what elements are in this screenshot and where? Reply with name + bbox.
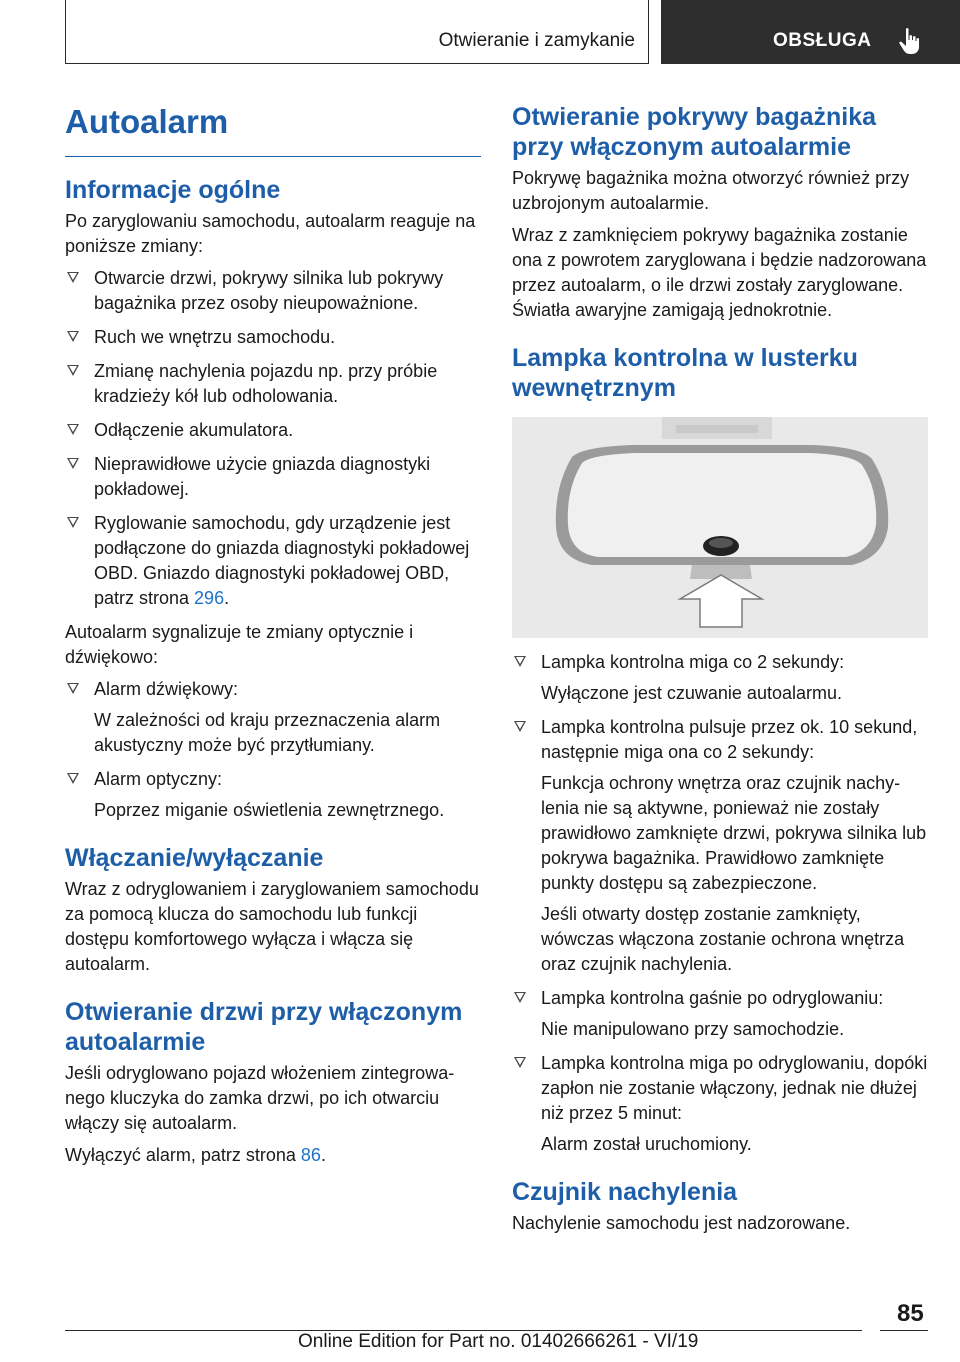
- left-column: [65, 100, 481, 1175]
- header-rule-bottom: [65, 63, 649, 64]
- heading-on-off: Włączanie/wyłączanie: [65, 844, 324, 872]
- open-doors-text: Jeśli odryglowano pojazd włożeniem zintegrowanego kluczyka do zamka drzwi, po ich otwarciu włączy się autoalarm.: [65, 1063, 455, 1133]
- list-item: Lampka kontrolna miga co 2 sekundy: Wyłączone jest czuwanie autoalarmu.: [512, 650, 928, 706]
- header-chapter-tab[interactable]: [661, 0, 960, 64]
- header-chapter-label: OBSŁUGA: [773, 30, 872, 51]
- bullet-triangle-icon: [67, 424, 79, 435]
- list-item: Lampka kontrolna miga po odryglowaniu, dopóki zapłon nie zostanie włączony, jednak nie dłużej niż przez 5 minut: Alarm został uruchomiony.: [512, 1051, 928, 1157]
- list-item: Odłączenie akumulatora.: [65, 418, 481, 443]
- bullet-triangle-icon: [67, 773, 79, 784]
- bullet-triangle-icon: [514, 656, 526, 667]
- bullet-triangle-icon: [67, 517, 79, 528]
- tilt-sensor-text: Nachylenie samochodu jest nadzorowane.: [512, 1213, 851, 1233]
- header-section-title: Otwieranie i zamykanie: [438, 30, 635, 51]
- footer-rule-right: [880, 1330, 928, 1331]
- header-rule-mid: [648, 0, 649, 64]
- list-item: Otwarcie drzwi, pokrywy silnika lub pokrywy bagażnika przez osoby nieupoważnione.: [65, 266, 481, 316]
- list-item: Ruch we wnętrzu samochodu.: [65, 325, 481, 350]
- general-intro: Po zaryglowaniu samochodu, autoalarm reaguje na poniższe zmiany:: [65, 211, 476, 256]
- list-item: Alarm optyczny: Poprzez miganie oświetlenia zewnętrznego.: [65, 767, 481, 823]
- indicator-list: [512, 650, 928, 1157]
- trunk-text-1: Pokrywę bagażnika można otworzyć również przy uzbrojonym autoalarmie.: [512, 168, 910, 213]
- disable-alarm-text: Wyłączyć alarm, patrz strona 86.: [65, 1145, 326, 1165]
- alarm-list: [65, 677, 481, 823]
- heading-general-info: Informacje ogólne: [65, 176, 281, 204]
- list-item: Lampka kontrolna gaśnie po odryglowaniu: Nie manipulowano przy samochodzie.: [512, 986, 928, 1042]
- page-link-86[interactable]: 86: [300, 1145, 321, 1165]
- heading-tilt-sensor: Czujnik nachylenia: [512, 1178, 738, 1206]
- heading-indicator-lamp: Lampka kontrolna w lusterku wewnętrznym: [512, 344, 858, 402]
- header-rule-left: [65, 0, 66, 64]
- list-item: Alarm dźwiękowy: W zależności od kraju przeznaczenia alarm akustyczny może być przytłumiany.: [65, 677, 481, 758]
- reaction-list: [65, 266, 481, 611]
- heading-trunk-open: Otwieranie pokrywy bagażnika przy włączonym autoalarmie: [512, 103, 877, 161]
- page-number: 85: [897, 1300, 924, 1327]
- heading-open-doors: Otwieranie drzwi przy włączonym autoalarmie: [65, 998, 463, 1056]
- list-item: Zmianę nachylenia pojazdu np. przy próbie kradzieży kół lub odholowania.: [65, 359, 481, 409]
- bullet-triangle-icon: [67, 272, 79, 283]
- on-off-text: Wraz z odryglowaniem i zaryglowaniem samochodu za pomocą klucza do samochodu lub funkcji dostępu komfortowego wyłącza i włącza się autoalarm.: [65, 879, 479, 974]
- bullet-triangle-icon: [67, 365, 79, 376]
- page-link-296[interactable]: 296: [194, 588, 225, 608]
- page-title: Autoalarm: [65, 100, 481, 157]
- list-item: Ryglowanie samochodu, gdy urządzenie jest podłączone do gniazda diagnostyki pokładowej OBD. Gniazdo diagnostyki pokładowej OBD, patrz strona 296.: [65, 511, 481, 611]
- list-item: Nieprawidłowe użycie gniazda diagnostyki pokładowej.: [65, 452, 481, 502]
- bullet-triangle-icon: [514, 1057, 526, 1068]
- signal-text: Autoalarm sygnalizuje te zmiany optycznie i dźwiękowo:: [65, 622, 414, 667]
- bullet-triangle-icon: [514, 992, 526, 1003]
- footer-edition: Online Edition for Part no. 01402666261 - VI/19: [298, 1331, 699, 1352]
- trunk-text-2: Wraz z zamknięciem pokrywy bagażnika zostanie ona z powrotem zaryglowana i będzie nadzorowana przez autoalarm, o ile drzwi zostały zaryglowane. Światła awaryjne zamigają jednokrotnie.: [512, 225, 927, 320]
- bullet-triangle-icon: [514, 721, 526, 732]
- bullet-triangle-icon: [67, 683, 79, 694]
- list-item: Lampka kontrolna pulsuje przez ok. 10 sekund, następnie miga ona co 2 sekundy: Funkcja ochrony wnętrza oraz czujnik nachylenia nie są aktywne, ponieważ nie zostały prawidłowo zamknięte drzwi, pokrywa silnika lub pokrywa bagażnika. Prawidłowo zamknięte punkty dostępu są zabezpieczone. Jeśli otwarty dostęp zostanie zamknięty, wówczas włączona zostanie ochrona wnętrza oraz czujnik nachylenia.: [512, 715, 928, 977]
- hand-pointer-icon: [897, 27, 923, 55]
- rearview-mirror-illustration: [512, 417, 928, 638]
- bullet-triangle-icon: [67, 458, 79, 469]
- bullet-triangle-icon: [67, 331, 79, 342]
- right-column: [512, 100, 928, 1243]
